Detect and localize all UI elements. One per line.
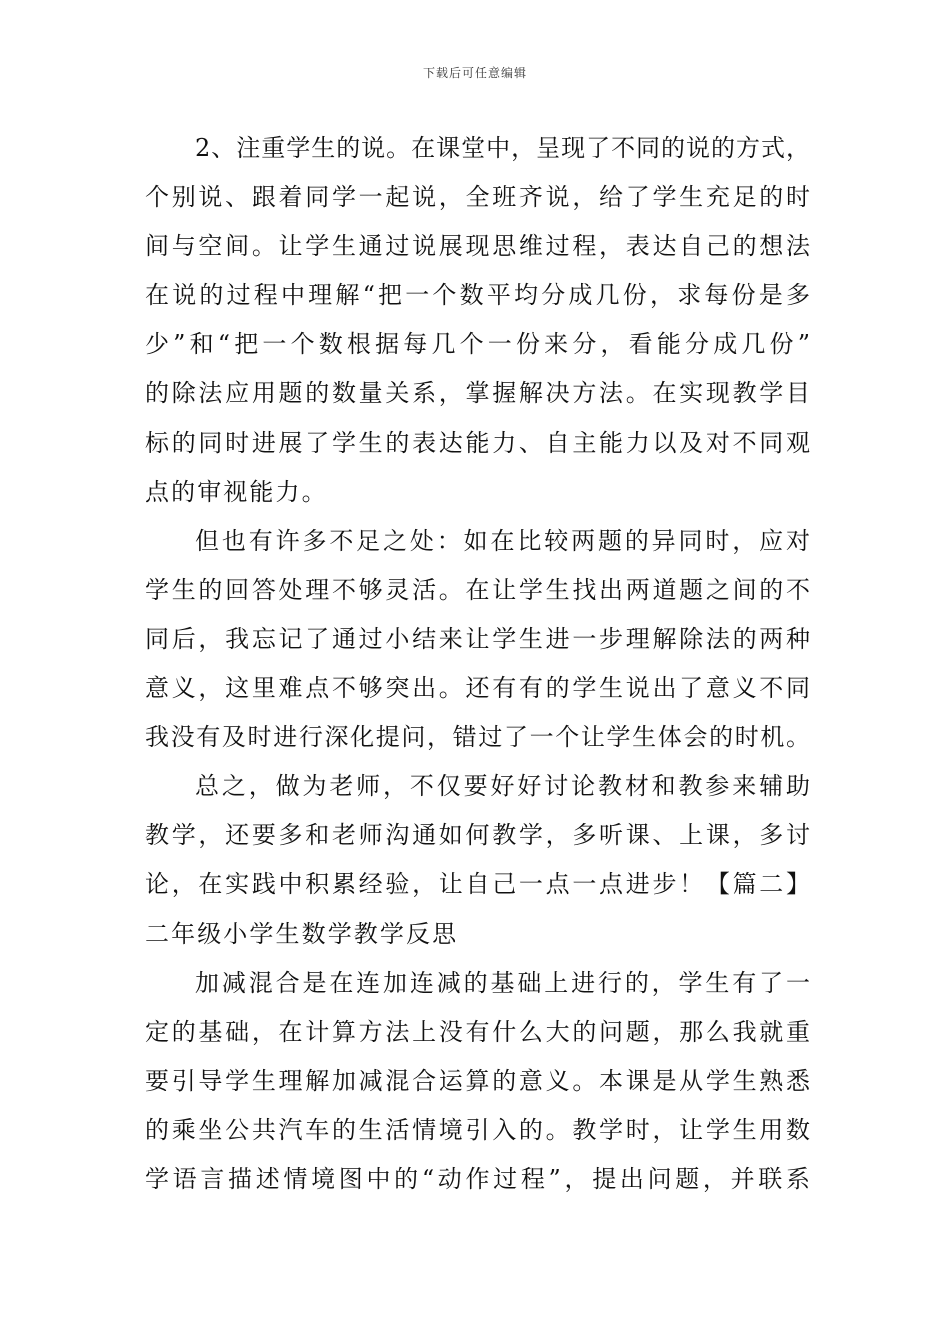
text-line: 论，在实践中积累经验，让自己一点一点进步！【篇二】 <box>145 870 810 899</box>
text-line: 但也有许多不足之处：如在比较两题的异同时，应对 <box>195 526 810 555</box>
text-line: 意义，这里难点不够突出。还有有的学生说出了意义不同 <box>145 674 810 703</box>
text-line: 2、注重学生的说。在课堂中，呈现了不同的说的方式， <box>195 134 810 162</box>
page-header: 下载后可任意编辑 <box>422 66 527 80</box>
text-line: 在说的过程中理解“把一个数平均分成几份，求每份是多 <box>145 281 810 310</box>
text-line: 点的审视能力。 <box>145 477 328 506</box>
text-line: 要引导学生理解加减混合运算的意义。本课是从学生熟悉 <box>145 1066 810 1095</box>
text-line: 教学，还要多和老师沟通如何教学，多听课、上课，多讨 <box>145 821 810 850</box>
text-line: 学语言描述情境图中的“动作过程”，提出问题，并联系 <box>145 1164 810 1193</box>
text-line: 二年级小学生数学教学反思 <box>145 919 459 948</box>
text-line: 总之，做为老师，不仅要好好讨论教材和教参来辅助 <box>195 772 810 801</box>
text-line: 加减混合是在连加连减的基础上进行的，学生有了一 <box>195 968 810 997</box>
document-body <box>145 124 810 1204</box>
text-line: 少”和“把一个数根据每几个一份来分，看能分成几份” <box>145 330 810 359</box>
text-line: 的除法应用题的数量关系，掌握解决方法。在实现教学目 <box>145 379 810 408</box>
text-line: 定的基础，在计算方法上没有什么大的问题，那么我就重 <box>145 1017 810 1046</box>
text-line: 学生的回答处理不够灵活。在让学生找出两道题之间的不 <box>145 575 810 604</box>
text-line: 个别说、跟着同学一起说，全班齐说，给了学生充足的时 <box>145 183 810 212</box>
text-line: 间与空间。让学生通过说展现思维过程，表达自己的想法 <box>145 232 810 261</box>
text-line: 标的同时进展了学生的表达能力、自主能力以及对不同观 <box>145 428 810 457</box>
text-line: 我没有及时进行深化提问，错过了一个让学生体会的时机。 <box>145 723 810 752</box>
text-line: 的乘坐公共汽车的生活情境引入的。教学时，让学生用数 <box>145 1115 810 1144</box>
text-line: 同后，我忘记了通过小结来让学生进一步理解除法的两种 <box>145 624 810 653</box>
